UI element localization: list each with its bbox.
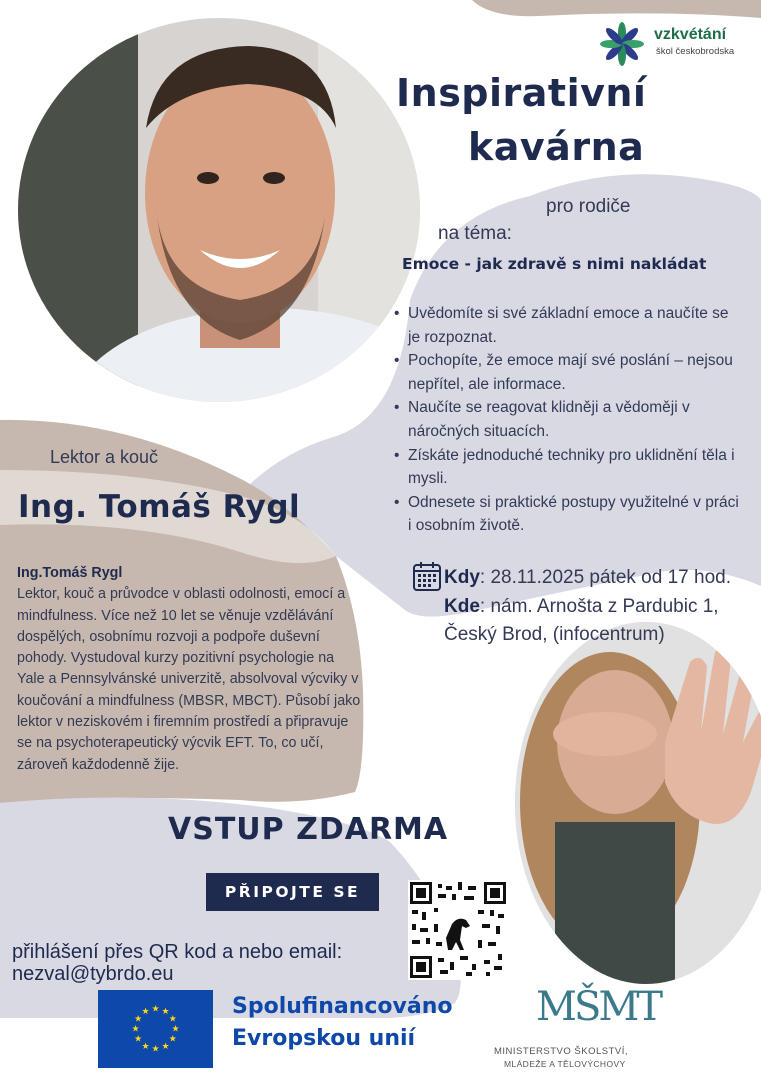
lecturer-bio [17,563,363,776]
registration-text: přihlášení přes QR kod a nebo email: [12,941,343,963]
when-value: : 28.11.2025 pátek od 17 hod. [479,567,731,588]
event-when [444,567,731,589]
qr-code[interactable] [408,880,508,980]
lecturer-photo [18,18,420,402]
title-line-1: Inspirativní [396,71,647,115]
svg-text:★: ★ [141,1007,150,1018]
lecturer-role: Lektor a kouč [50,447,159,467]
svg-text:★: ★ [171,1024,180,1035]
topic-text: Emoce - jak zdravě s nimi nakládat [402,255,707,273]
logo-name: vzkvétání [654,26,727,43]
svg-text:★: ★ [131,1024,140,1035]
join-button[interactable]: PŘIPOJTE SE [206,873,379,911]
bio-text: Lektor, kouč a průvodce v oblasti odolnosti, emocí a mindfulness. Více než 10 let se věnuje vzdělávání dospělých, osobnímu rozvoji a podpoře duševní pohody. Vystudoval kurzy pozitivní psychologie na Yale a Pennsylvánské univerzitě, absolvoval výcviky v koučování a mindfulness (MBSR, MBCT). Působí jako lektor v neziskovém i firemním prostředí a připravuje se na psychoterapeutický výcvik EFT. To, co učí, zároveň každodenně žije. [17,586,361,773]
msmt-text-line-2: MLÁDEŽE A TĚLOVÝCHOVY [504,1059,626,1069]
audience-text: pro rodiče [546,196,631,217]
event-where [444,596,719,618]
svg-text:★: ★ [134,1014,143,1025]
bio-name: Ing.Tomáš Rygl [17,565,123,581]
svg-text:★: ★ [141,1041,150,1052]
vzkvetani-logo [598,20,748,68]
svg-text:★: ★ [168,1034,177,1045]
registration-email[interactable]: nezval@tybrdo.eu [12,963,174,985]
emotion-photo [515,622,761,984]
calendar-icon [412,560,442,592]
svg-text:★: ★ [151,1004,160,1015]
eu-text-line-2: Evropskou unií [232,1026,416,1051]
svg-text:★: ★ [134,1034,143,1045]
svg-text:★: ★ [151,1044,160,1055]
benefit-item: • Pochopíte, že emoce mají své poslání – nejsou nepřítel, ale informace. [394,349,739,396]
where-label: Kde [444,596,480,617]
msmt-logo-mark: MŠMT [536,984,660,1030]
title-line-2: kavárna [468,125,645,169]
svg-text:★: ★ [161,1007,170,1018]
eu-stars-icon [98,990,213,1068]
svg-text:★: ★ [168,1014,177,1025]
lecturer-portrait-image [18,18,420,402]
topic-label: na téma: [438,223,512,244]
event-where-line2: Český Brod, (infocentrum) [444,624,665,645]
logo-subtitle: škol českobrodska [656,46,735,57]
benefit-item: • Naučíte se reagovat klidněji a vědoměji v náročných situacích. [394,396,739,443]
svg-text:★: ★ [161,1041,170,1052]
top-beige-shape [472,0,761,18]
flower-icon [598,20,648,68]
eu-text-line-1: Spolufinancováno [232,994,453,1019]
woman-covering-eyes-image [515,622,761,984]
free-entry-heading: VSTUP ZDARMA [168,812,449,847]
where-value: : nám. Arnošta z Pardubic 1, [479,596,719,617]
benefit-item: • Odnesete si praktické postupy využitelné v práci i osobním životě. [394,491,739,538]
lecturer-name: Ing. Tomáš Rygl [18,489,301,525]
when-label: Kdy [444,567,480,588]
msmt-text-line-1: MINISTERSTVO ŠKOLSTVÍ, [494,1046,628,1057]
eu-flag [98,990,213,1068]
benefit-item: • Získáte jednoduché techniky pro uklidnění těla i mysli. [394,444,739,491]
benefit-item: • Uvědomíte si své základní emoce a naučíte se je rozpoznat. [394,302,739,349]
benefits-list [394,302,739,538]
